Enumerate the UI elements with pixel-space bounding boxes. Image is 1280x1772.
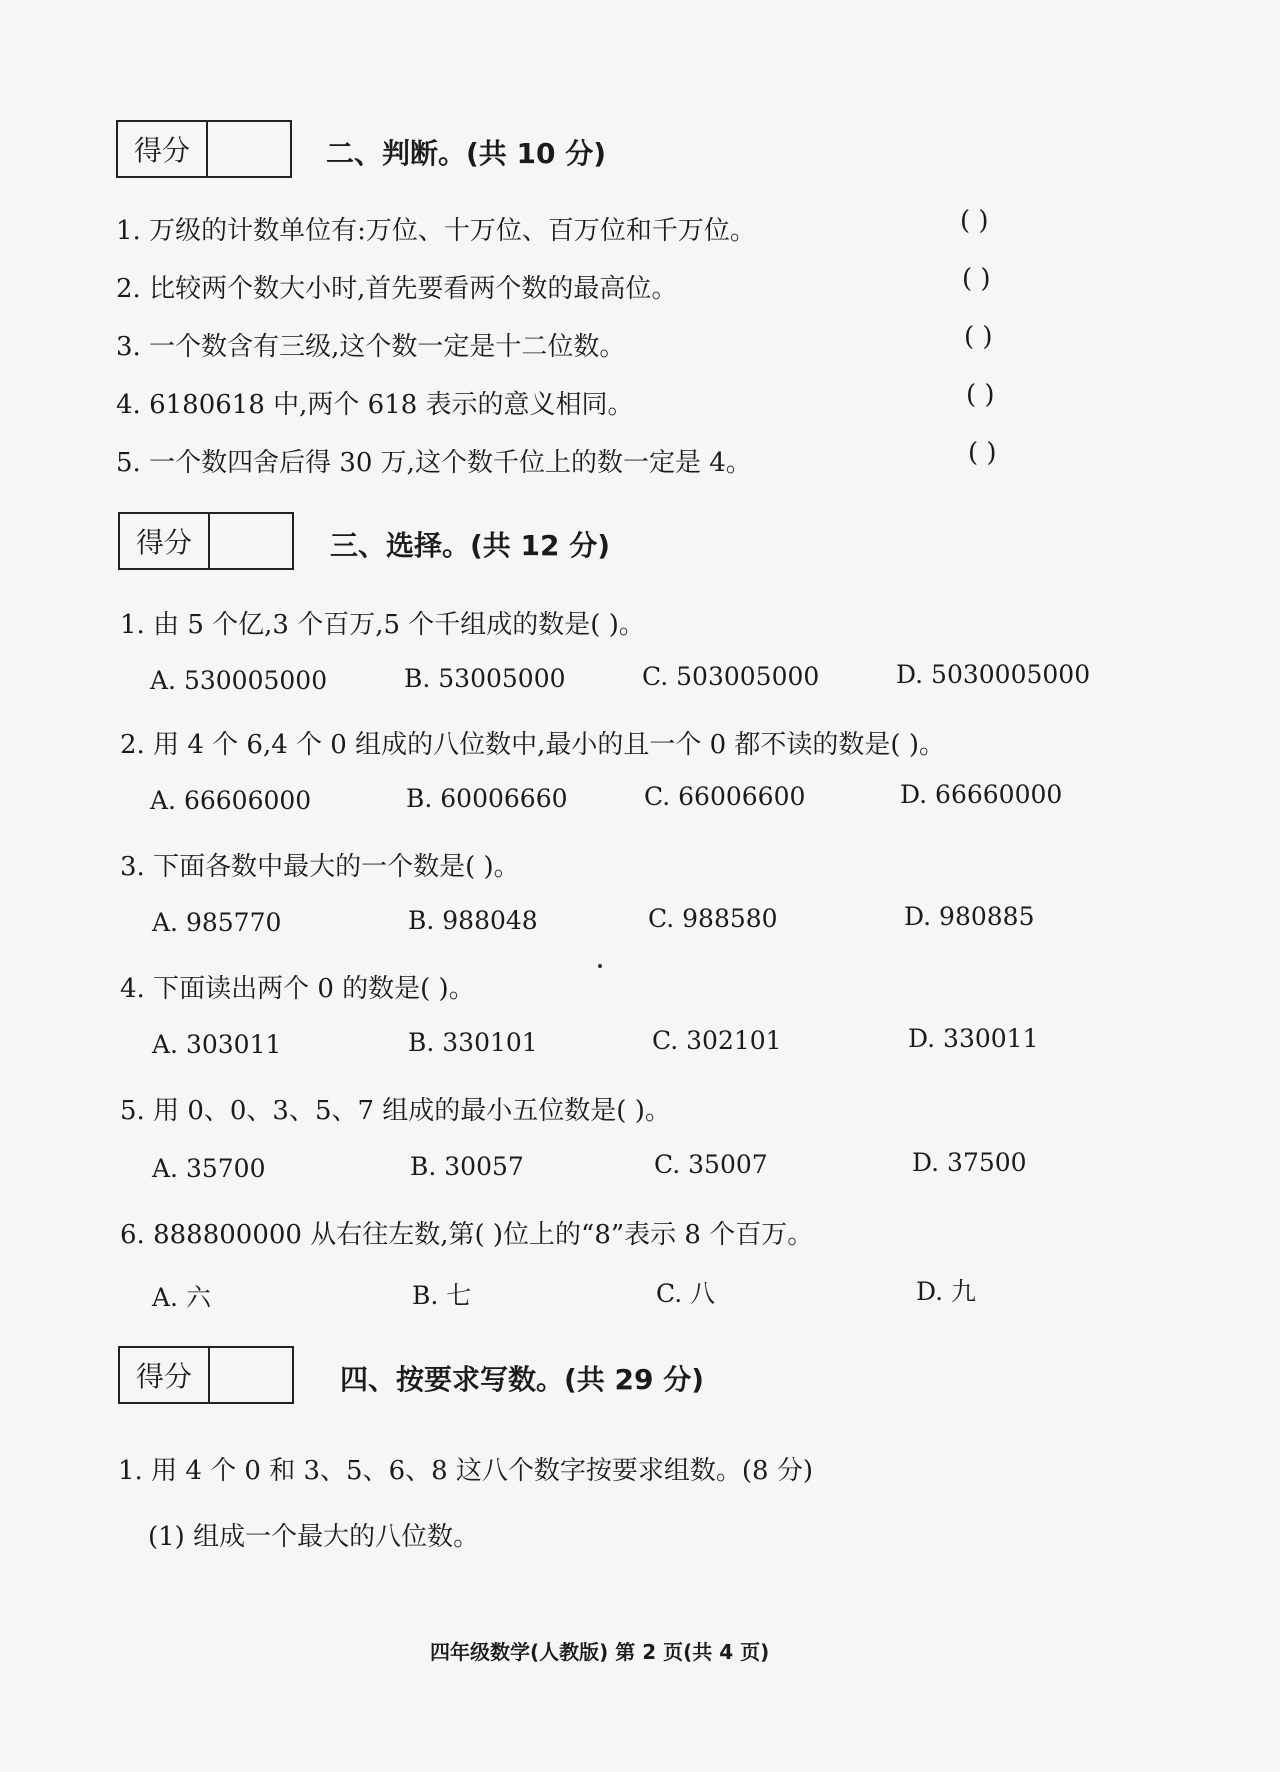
choice-option-6a[interactable]: A. 六	[152, 1283, 211, 1312]
judge-item-3: 3. 一个数含有三级,这个数一定是十二位数。	[116, 332, 626, 362]
choice-option-3d[interactable]: D. 980885	[904, 902, 1035, 931]
choice-option-4d[interactable]: D. 330011	[908, 1024, 1039, 1053]
choice-option-6c[interactable]: C. 八	[656, 1279, 716, 1308]
choice-option-4a[interactable]: A. 303011	[152, 1030, 282, 1059]
score-box-section3	[118, 512, 294, 570]
choice-option-1b[interactable]: B. 53005000	[404, 664, 566, 693]
choice-question-5: 5. 用 0、0、3、5、7 组成的最小五位数是( )。	[120, 1096, 671, 1126]
judge-item-5: 5. 一个数四舍后得 30 万,这个数千位上的数一定是 4。	[116, 448, 752, 478]
score-box-section2	[116, 120, 292, 178]
choice-option-5d[interactable]: D. 37500	[912, 1148, 1027, 1177]
choice-option-3b[interactable]: B. 988048	[408, 906, 538, 935]
score-box-section4	[118, 1346, 294, 1404]
page-footer: 四年级数学(人教版) 第 2 页(共 4 页)	[430, 1640, 770, 1664]
choice-option-5c[interactable]: C. 35007	[654, 1150, 768, 1179]
print-speck	[598, 964, 602, 968]
judge-answer-4[interactable]: ( )	[966, 380, 995, 410]
choice-option-1c[interactable]: C. 503005000	[642, 662, 820, 691]
score-value-field[interactable]	[208, 122, 290, 176]
choice-option-5a[interactable]: A. 35700	[152, 1154, 266, 1183]
judge-answer-1[interactable]: ( )	[960, 206, 989, 236]
write-number-subquestion-1: (1) 组成一个最大的八位数。	[148, 1522, 480, 1552]
choice-option-2c[interactable]: C. 66006600	[644, 782, 806, 811]
choice-option-4c[interactable]: C. 302101	[652, 1026, 782, 1055]
choice-option-5b[interactable]: B. 30057	[410, 1152, 524, 1181]
score-label: 得分	[120, 1348, 210, 1402]
choice-option-1d[interactable]: D. 5030005000	[896, 660, 1091, 689]
write-number-question-1: 1. 用 4 个 0 和 3、5、6、8 这八个数字按要求组数。(8 分)	[118, 1456, 814, 1486]
choice-question-4: 4. 下面读出两个 0 的数是( )。	[120, 974, 475, 1004]
choice-question-1: 1. 由 5 个亿,3 个百万,5 个千组成的数是( )。	[120, 610, 645, 640]
choice-option-3a[interactable]: A. 985770	[152, 908, 282, 937]
choice-question-3: 3. 下面各数中最大的一个数是( )。	[120, 852, 520, 882]
judge-answer-5[interactable]: ( )	[968, 438, 997, 468]
choice-option-3c[interactable]: C. 988580	[648, 904, 778, 933]
score-label: 得分	[120, 514, 210, 568]
score-value-field[interactable]	[210, 514, 292, 568]
choice-option-6d[interactable]: D. 九	[916, 1277, 977, 1306]
judge-item-1: 1. 万级的计数单位有:万位、十万位、百万位和千万位。	[116, 216, 756, 246]
choice-option-2d[interactable]: D. 66660000	[900, 780, 1063, 809]
judge-answer-2[interactable]: ( )	[962, 264, 991, 294]
score-label: 得分	[118, 122, 208, 176]
judge-item-4: 4. 6180618 中,两个 618 表示的意义相同。	[116, 390, 634, 420]
choice-option-1a[interactable]: A. 530005000	[150, 666, 328, 695]
section2-title: 二、判断。(共 10 分)	[326, 137, 607, 170]
choice-question-6: 6. 888800000 从右往左数,第( )位上的“8”表示 8 个百万。	[120, 1220, 814, 1250]
choice-option-2a[interactable]: A. 66606000	[150, 786, 312, 815]
choice-option-2b[interactable]: B. 60006660	[406, 784, 568, 813]
score-value-field[interactable]	[210, 1348, 292, 1402]
section4-title: 四、按要求写数。(共 29 分)	[340, 1363, 705, 1396]
section3-title: 三、选择。(共 12 分)	[330, 529, 611, 562]
judge-answer-3[interactable]: ( )	[964, 322, 993, 352]
choice-option-4b[interactable]: B. 330101	[408, 1028, 538, 1057]
judge-item-2: 2. 比较两个数大小时,首先要看两个数的最高位。	[116, 274, 678, 304]
choice-option-6b[interactable]: B. 七	[412, 1281, 472, 1310]
choice-question-2: 2. 用 4 个 6,4 个 0 组成的八位数中,最小的且一个 0 都不读的数是( )。	[120, 730, 945, 760]
